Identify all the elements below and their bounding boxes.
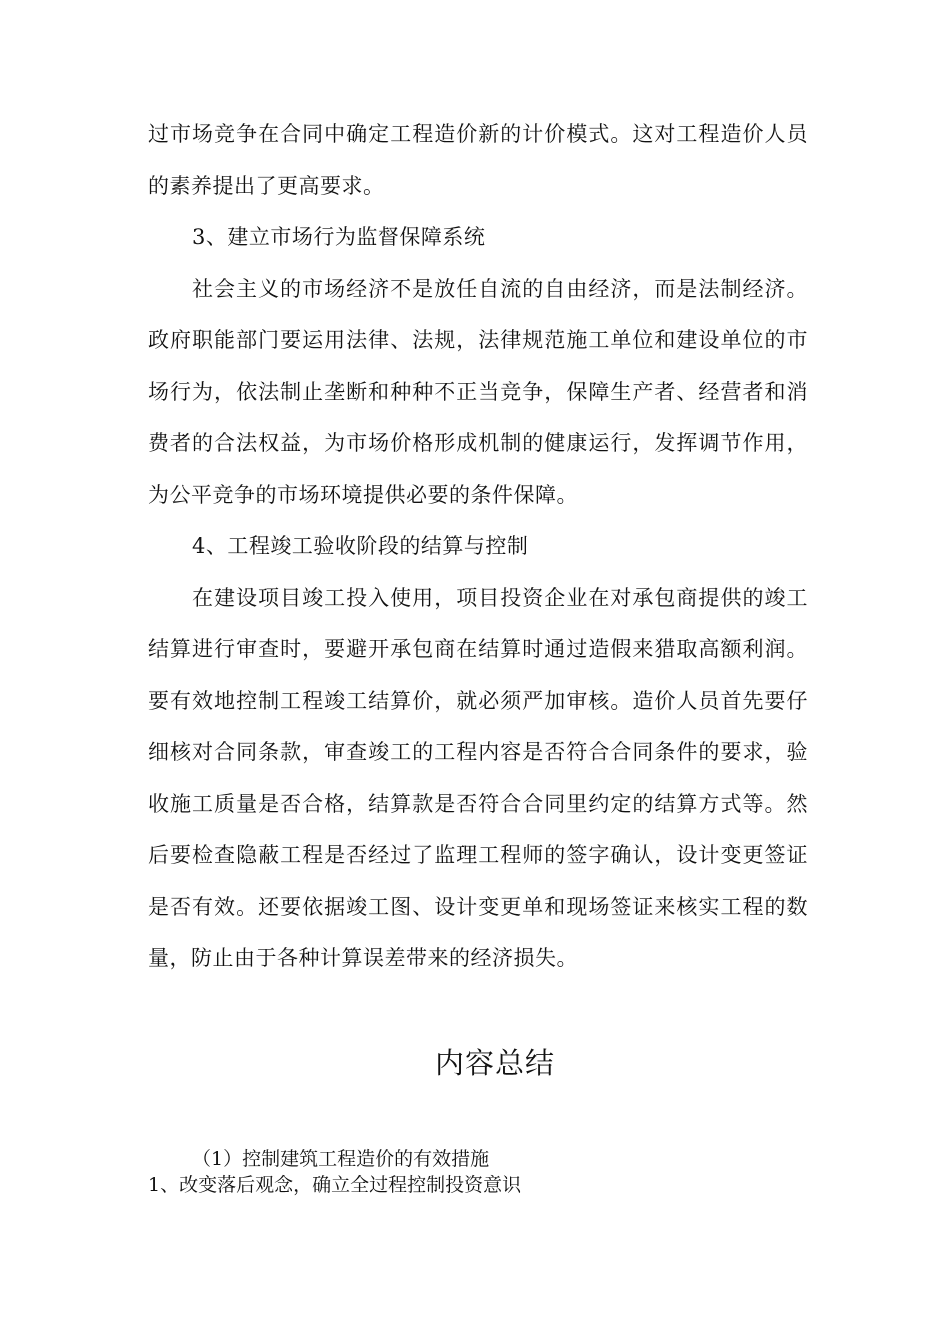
body-text bbox=[148, 109, 808, 985]
section-heading-4: 4、工程竣工验收阶段的结算与控制 bbox=[192, 534, 529, 558]
paragraph-continuation: 过市场竞争在合同中确定工程造价新的计价模式。这对工程造价人员的素养提出了更高要求。 bbox=[148, 122, 808, 198]
summary-first-point: 1、改变落后观念，确立全过程控制投资意识 bbox=[148, 1174, 522, 1196]
section-heading-3: 3、建立市场行为监督保障系统 bbox=[192, 225, 486, 249]
paragraph-market-supervision: 社会主义的市场经济不是放任自流的自由经济，而是法制经济。政府职能部门要运用法律、法规，法律规范施工单位和建设单位的市场行为，依法制止垄断和种种不正当竞争，保障生产者、经营者和消费者的合法权益，为市场价格形成机制的健康运行，发挥调节作用，为公平竞争的市场环境提供必要的条件保障。 bbox=[148, 276, 808, 507]
summary-subtitle: （1）控制建筑工程造价的有效措施 bbox=[192, 1148, 490, 1170]
summary-title: 内容总结 bbox=[434, 1046, 555, 1080]
paragraph-completion-settlement: 在建设项目竣工投入使用，项目投资企业在对承包商提供的竣工结算进行审查时，要避开承包商在结算时通过造假来猎取高额利润。要有效地控制工程竣工结算价，就必须严加审核。造价人员首先要仔细核对合同条款，审查竣工的工程内容是否符合合同条件的要求，验收施工质量是否合格，结算款是否符合合同里约定的结算方式等。然后要检查隐蔽工程是否经过了监理工程师的签字确认，设计变更签证是否有效。还要依据竣工图、设计变更单和现场签证来核实工程的数量，防止由于各种计算误差带来的经济损失。 bbox=[148, 585, 808, 970]
